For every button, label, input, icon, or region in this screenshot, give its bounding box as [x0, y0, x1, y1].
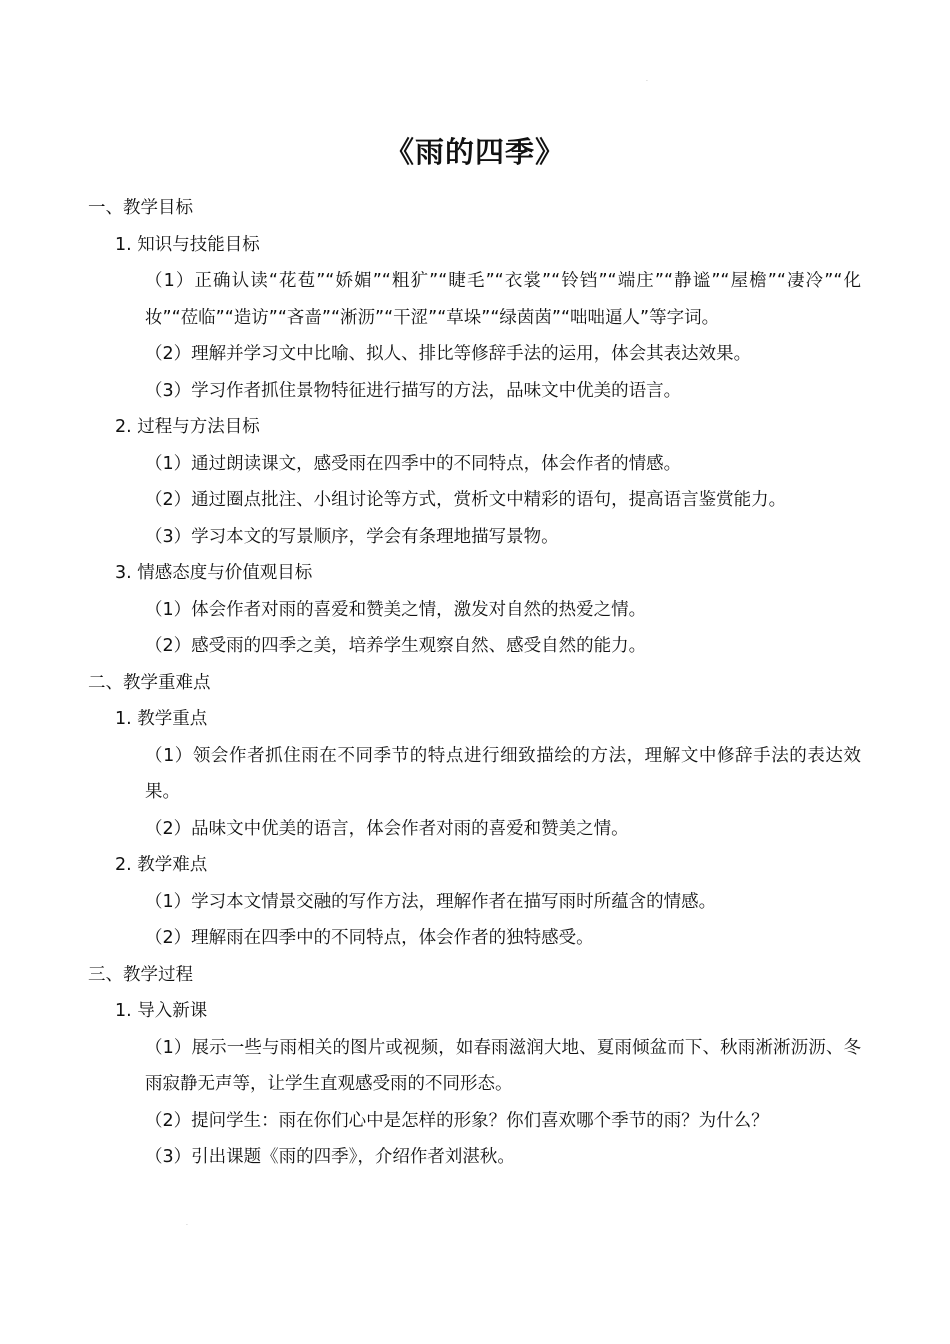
paragraph-2-1-1: （1）领会作者抓住雨在不同季节的特点进行细致描绘的方法，理解文中修辞手法的表达效果。 [145, 745, 861, 802]
document-title: 《雨的四季》 [384, 135, 565, 169]
subsection-heading-1-2: 2. 过程与方法目标 [115, 417, 260, 437]
paragraph-1-3-2: （2）感受雨的四季之美，培养学生观察自然、感受自然的能力。 [145, 636, 647, 656]
paragraph-2-2-2: （2）理解雨在四季中的不同特点，体会作者的独特感受。 [145, 928, 594, 948]
subsection-heading-2-2: 2. 教学难点 [115, 855, 208, 875]
paragraph-1-2-3: （3）学习本文的写景顺序，学会有条理地描写景物。 [145, 526, 559, 547]
document-body [88, 190, 868, 1176]
paragraph-1-2-1: （1）通过朗读课文，感受雨在四季中的不同特点，体会作者的情感。 [145, 453, 682, 474]
subsection-heading-1-3: 3. 情感态度与价值观目标 [115, 563, 313, 583]
scan-speck: · [646, 78, 648, 85]
paragraph-1-1-1: （1）正确认读“花苞”“娇媚”“粗犷”“睫毛”“衣裳”“铃铛”“端庄”“静谧”“屋檐”“凄冷”“化妆”“莅临”“造访”“吝啬”“淅沥”“干涩”“草垛”“绿茵茵”“咄咄逼人”等字词。 [145, 271, 861, 328]
paragraph-1-3-1: （1）体会作者对雨的喜爱和赞美之情，激发对自然的热爱之情。 [145, 599, 647, 620]
paragraph-1-1-2: （2）理解并学习文中比喻、拟人、排比等修辞手法的运用，体会其表达效果。 [145, 344, 752, 364]
subsection-heading-2-1: 1. 教学重点 [115, 709, 208, 729]
paragraph-1-2-2: （2）通过圈点批注、小组讨论等方式，赏析文中精彩的语句，提高语言鉴赏能力。 [145, 490, 787, 510]
paragraph-1-1-3: （3）学习作者抓住景物特征进行描写的方法，品味文中优美的语言。 [145, 380, 682, 401]
section-heading-1: 一、教学目标 [88, 198, 193, 218]
subsection-heading-3-1: 1. 导入新课 [115, 1001, 208, 1021]
paragraph-3-1-3: （3）引出课题《雨的四季》，介绍作者刘湛秋。 [145, 1147, 515, 1167]
scan-speck: · [186, 1222, 188, 1229]
paragraph-2-1-2: （2）品味文中优美的语言，体会作者对雨的喜爱和赞美之情。 [145, 818, 629, 839]
subsection-heading-1-1: 1. 知识与技能目标 [115, 234, 260, 255]
section-heading-2: 二、教学重难点 [88, 672, 211, 693]
paragraph-3-1-2: （2）提问学生：雨在你们心中是怎样的形象？你们喜欢哪个季节的雨？为什么？ [145, 1110, 769, 1131]
paragraph-2-2-1: （1）学习本文情景交融的写作方法，理解作者在描写雨时所蕴含的情感。 [145, 891, 717, 912]
paragraph-3-1-1: （1）展示一些与雨相关的图片或视频，如春雨滋润大地、夏雨倾盆而下、秋雨淅淅沥沥、冬雨寂静无声等，让学生直观感受雨的不同形态。 [145, 1037, 861, 1094]
section-heading-3: 三、教学过程 [88, 964, 193, 985]
